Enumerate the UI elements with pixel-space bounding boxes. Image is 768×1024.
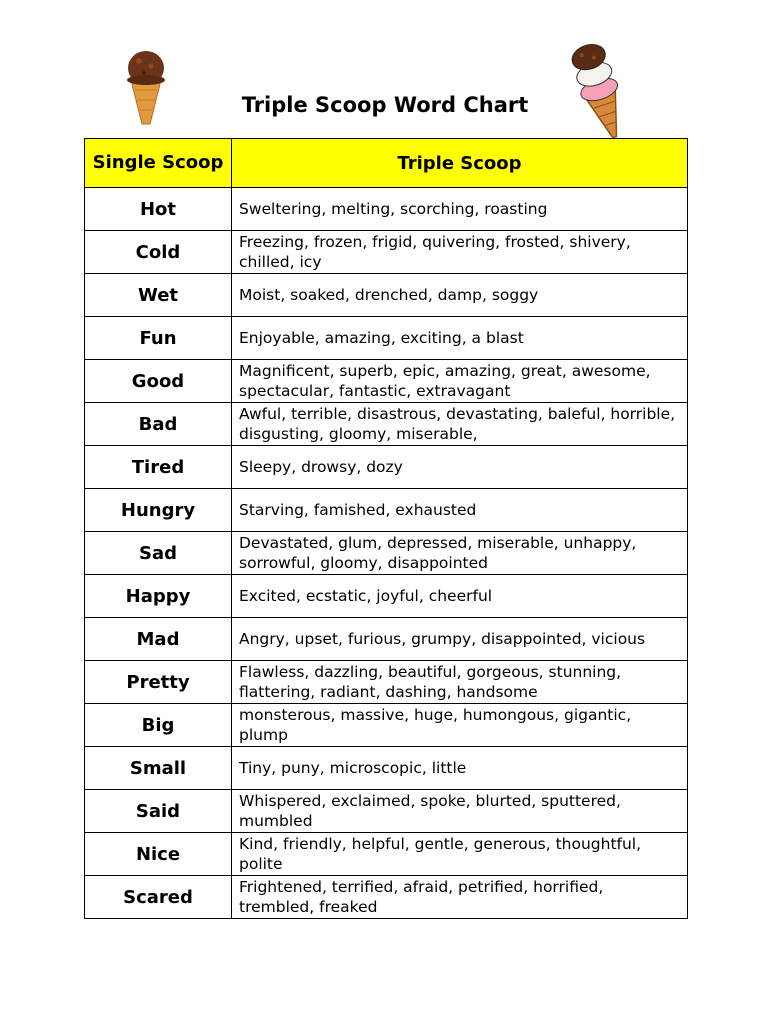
triple-scoop-synonyms: Enjoyable, amazing, exciting, a blast [232,317,688,360]
single-scoop-word: Hot [85,188,232,231]
table-row [85,317,688,360]
table-row [85,360,688,403]
triple-scoop-synonyms: monsterous, massive, huge, humongous, gigantic, plump [232,704,688,747]
single-scoop-word: Wet [85,274,232,317]
single-scoop-word: Happy [85,575,232,618]
single-scoop-cone-icon [122,46,170,126]
triple-scoop-synonyms: Moist, soaked, drenched, damp, soggy [232,274,688,317]
table-row [85,403,688,446]
single-scoop-word: Hungry [85,489,232,532]
table-row [85,489,688,532]
triple-scoop-synonyms: Whispered, exclaimed, spoke, blurted, sputtered, mumbled [232,790,688,833]
triple-scoop-synonyms: Excited, ecstatic, joyful, cheerful [232,575,688,618]
single-scoop-word: Tired [85,446,232,489]
triple-scoop-synonyms: Kind, friendly, helpful, gentle, generous, thoughtful, polite [232,833,688,876]
single-scoop-word: Pretty [85,661,232,704]
table-row [85,704,688,747]
table-row [85,790,688,833]
triple-scoop-synonyms: Sweltering, melting, scorching, roasting [232,188,688,231]
triple-scoop-synonyms: Awful, terrible, disastrous, devastating, baleful, horrible, disgusting, gloomy, miserable, [232,403,688,446]
header-triple-scoop: Triple Scoop [232,139,688,188]
single-scoop-word: Mad [85,618,232,661]
triple-scoop-synonyms: Flawless, dazzling, beautiful, gorgeous, stunning, flattering, radiant, dashing, handsome [232,661,688,704]
triple-scoop-synonyms: Tiny, puny, microscopic, little [232,747,688,790]
table-row [85,747,688,790]
table-row [85,532,688,575]
table-header-row [85,139,688,188]
header-single-scoop: Single Scoop [85,139,232,188]
table-row [85,231,688,274]
triple-scoop-synonyms: Sleepy, drowsy, dozy [232,446,688,489]
single-scoop-word: Sad [85,532,232,575]
single-scoop-word: Good [85,360,232,403]
table-row [85,618,688,661]
triple-scoop-synonyms: Angry, upset, furious, grumpy, disappointed, vicious [232,618,688,661]
single-scoop-word: Said [85,790,232,833]
single-scoop-word: Big [85,704,232,747]
single-scoop-word: Fun [85,317,232,360]
table-row [85,661,688,704]
triple-scoop-synonyms: Frightened, terrified, afraid, petrified, horrified, trembled, freaked [232,876,688,919]
table-row [85,575,688,618]
triple-scoop-synonyms: Starving, famished, exhausted [232,489,688,532]
triple-scoop-cone-icon [550,26,644,144]
single-scoop-word: Bad [85,403,232,446]
page-title: Triple Scoop Word Chart [241,93,529,117]
triple-scoop-synonyms: Devastated, glum, depressed, miserable, unhappy, sorrowful, gloomy, disappointed [232,532,688,575]
single-scoop-word: Nice [85,833,232,876]
table-row [85,876,688,919]
triple-scoop-synonyms: Magnificent, superb, epic, amazing, great, awesome, spectacular, fantastic, extravagant [232,360,688,403]
single-scoop-word: Small [85,747,232,790]
single-scoop-word: Scared [85,876,232,919]
word-chart-table [84,138,688,919]
table-row [85,833,688,876]
table-row [85,188,688,231]
table-body [85,188,688,919]
single-scoop-word: Cold [85,231,232,274]
triple-scoop-synonyms: Freezing, frozen, frigid, quivering, frosted, shivery, chilled, icy [232,231,688,274]
table-row [85,274,688,317]
table-row [85,446,688,489]
